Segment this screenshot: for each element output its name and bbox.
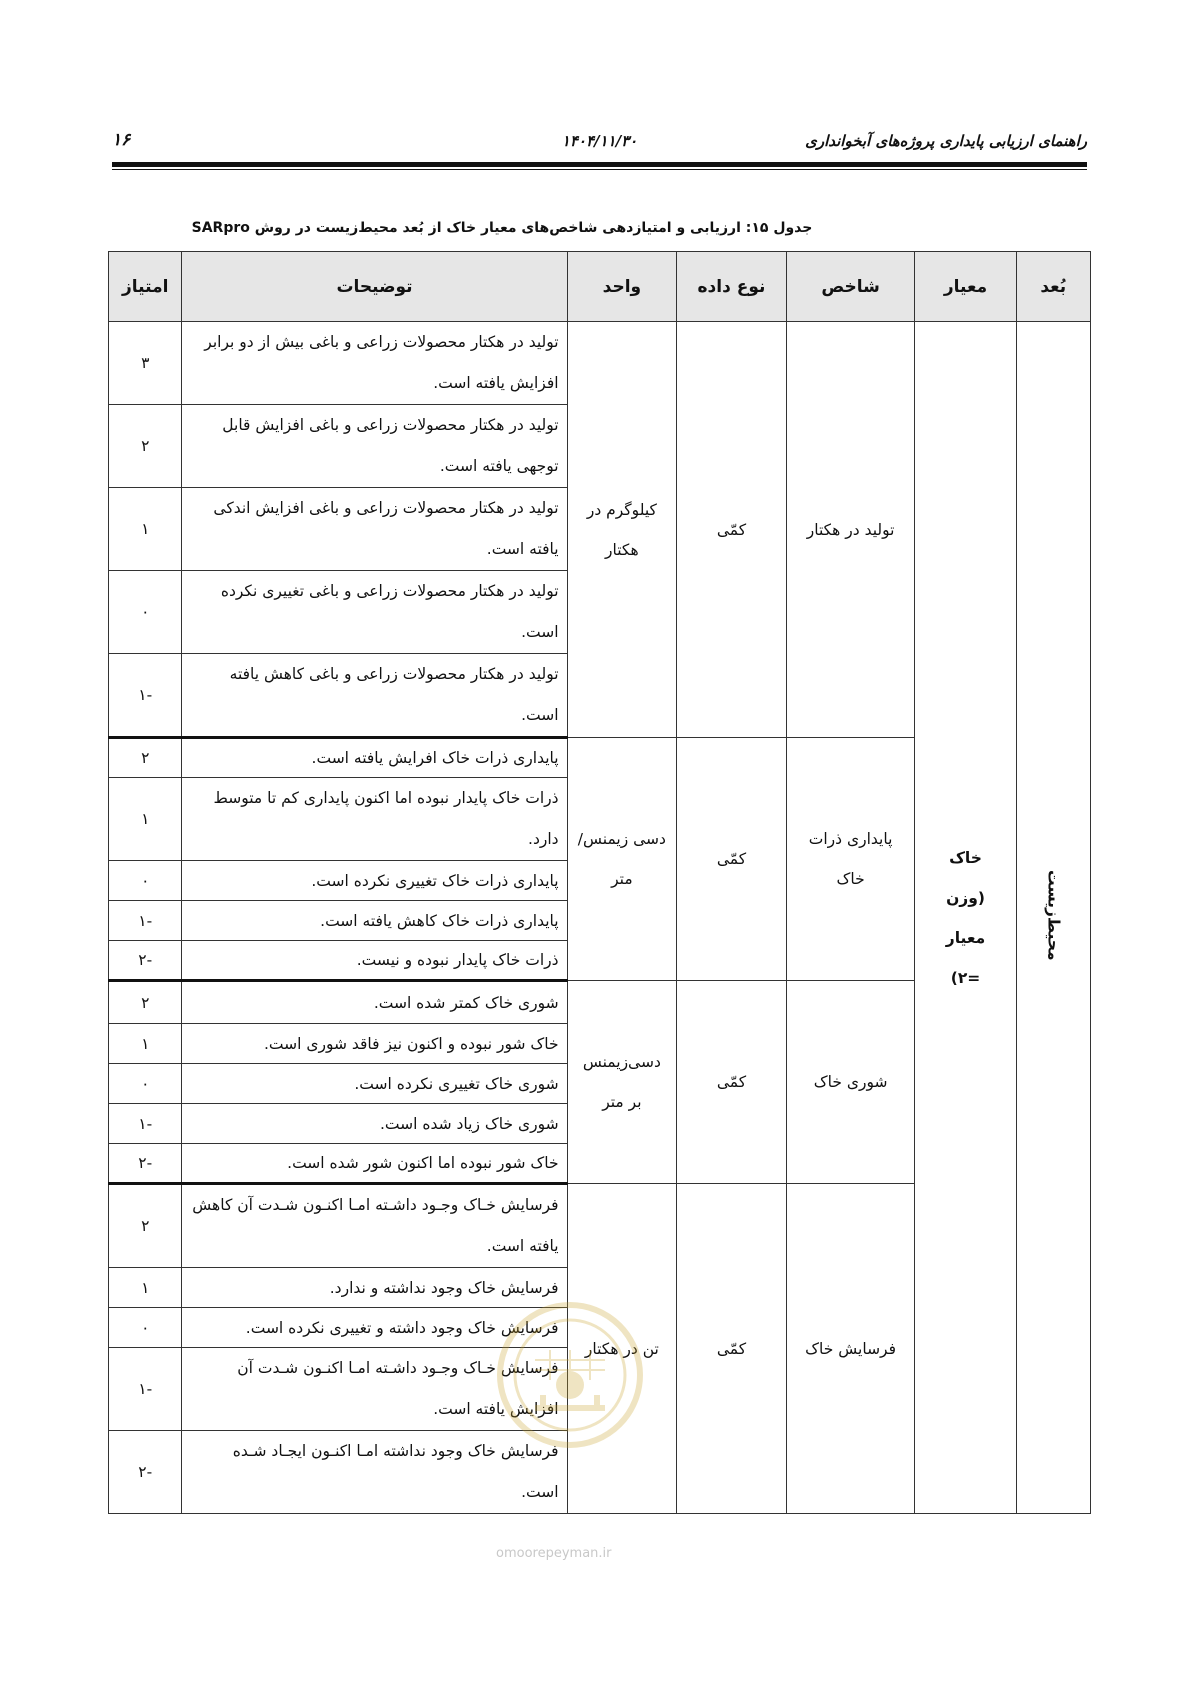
score-cell: ۲: [109, 405, 182, 488]
score-cell: ۲: [109, 738, 182, 778]
indicator-cell: پایداری ذرات خاک: [786, 738, 915, 981]
description-cell: خاک شور نبوده و اکنون نیز فاقد شوری است.: [182, 1024, 567, 1064]
score-cell: -۲: [109, 1431, 182, 1514]
dimension-cell: [1016, 322, 1090, 1514]
criterion-cell: [915, 322, 1016, 1514]
score-cell: ۰: [109, 1064, 182, 1104]
description-cell: پایداری ذرات خاک تغییری نکرده است.: [182, 861, 567, 901]
description-cell: تولید در هکتار محصولات زراعی و باغی افزایش اندکی یافته است.: [182, 488, 567, 571]
score-cell: ۱: [109, 1268, 182, 1308]
score-cell: -۲: [109, 941, 182, 981]
score-cell: ۱: [109, 778, 182, 861]
header-criterion: معیار: [915, 252, 1016, 322]
indicator-cell: تولید در هکتار: [786, 322, 915, 738]
document-title: راهنمای ارزیابی پایداری پروژه‌های آبخوانداری: [805, 132, 1087, 150]
data-type-cell: کمّی: [677, 322, 787, 738]
description-cell: فرسایش خـاک وجـود داشـته امـا اکنـون شـدت آن کاهش یافته است.: [182, 1184, 567, 1268]
score-cell: ۰: [109, 861, 182, 901]
description-cell: فرسایش خاک وجود داشته و تغییری نکرده است.: [182, 1308, 567, 1348]
description-cell: شوری خاک کمتر شده است.: [182, 981, 567, 1024]
header-description: توضیحات: [182, 252, 567, 322]
header-date: ۱۴۰۴/۱۱/۳۰: [561, 132, 638, 150]
watermark-site-text: omoorepeyman.ir: [496, 1546, 612, 1561]
unit-cell: دسی زیمنس/ متر: [567, 738, 677, 981]
scoring-table: [108, 251, 1091, 1514]
criterion-weight-1: (وزن: [946, 888, 985, 907]
description-cell: فرسایش خـاک وجـود داشـته امـا اکنـون شـدت آن افزایش یافته است.: [182, 1348, 567, 1431]
data-type-cell: کمّی: [677, 1184, 787, 1514]
header-rule: [112, 162, 1087, 170]
header-data-type: نوع داده: [677, 252, 787, 322]
header-indicator: شاخص: [786, 252, 915, 322]
description-cell: پایداری ذرات خاک کاهش یافته است.: [182, 901, 567, 941]
indicator-cell: فرسایش خاک: [786, 1184, 915, 1514]
table-caption: جدول ۱۵: ارزیابی و امتیازدهی شاخص‌های معیار خاک از بُعد محیط‌زیست در روش SARpro: [191, 220, 813, 236]
score-cell: ۲: [109, 1184, 182, 1268]
criterion-name: خاک: [949, 848, 982, 867]
data-type-cell: کمّی: [677, 738, 787, 981]
indicator-cell: شوری خاک: [786, 981, 915, 1184]
score-cell: -۱: [109, 654, 182, 738]
score-cell: -۱: [109, 901, 182, 941]
dimension-label: محیط‌زیست: [1044, 870, 1063, 961]
score-cell: ۰: [109, 571, 182, 654]
score-cell: -۱: [109, 1348, 182, 1431]
page-number: ۱۶: [112, 130, 131, 150]
criterion-weight-3: =۲): [950, 968, 981, 987]
table-row: [109, 322, 1091, 405]
description-cell: ذرات خاک پایدار نبوده و نیست.: [182, 941, 567, 981]
description-cell: شوری خاک زیاد شده است.: [182, 1104, 567, 1144]
description-cell: تولید در هکتار محصولات زراعی و باغی کاهش یافته است.: [182, 654, 567, 738]
header-dimension: بُعد: [1016, 252, 1090, 322]
description-cell: فرسایش خاک وجود نداشته امـا اکنـون ایجـاد شـده است.: [182, 1431, 567, 1514]
score-cell: ۰: [109, 1308, 182, 1348]
criterion-weight-2: معیار: [945, 928, 986, 947]
data-type-cell: کمّی: [677, 981, 787, 1184]
description-cell: خاک شور نبوده اما اکنون شور شده است.: [182, 1144, 567, 1184]
page-header: [112, 128, 1087, 158]
score-cell: ۲: [109, 981, 182, 1024]
score-cell: -۱: [109, 1104, 182, 1144]
description-cell: ذرات خاک پایدار نبوده اما اکنون پایداری کم تا متوسط دارد.: [182, 778, 567, 861]
description-cell: تولید در هکتار محصولات زراعی و باغی افزایش قابل توجهی یافته است.: [182, 405, 567, 488]
description-cell: تولید در هکتار محصولات زراعی و باغی بیش از دو برابر افزایش یافته است.: [182, 322, 567, 405]
description-cell: تولید در هکتار محصولات زراعی و باغی تغییری نکرده است.: [182, 571, 567, 654]
score-cell: ۱: [109, 1024, 182, 1064]
score-cell: ۳: [109, 322, 182, 405]
description-cell: شوری خاک تغییری نکرده است.: [182, 1064, 567, 1104]
description-cell: پایداری ذرات خاک افرایش یافته است.: [182, 738, 567, 778]
unit-cell: تن در هکتار: [567, 1184, 677, 1514]
score-cell: -۲: [109, 1144, 182, 1184]
header-unit: واحد: [567, 252, 677, 322]
unit-cell: دسی‌زیمنس بر متر: [567, 981, 677, 1184]
score-cell: ۱: [109, 488, 182, 571]
description-cell: فرسایش خاک وجود نداشته و ندارد.: [182, 1268, 567, 1308]
unit-cell: کیلوگرم در هکتار: [567, 322, 677, 738]
table-header-row: [109, 252, 1091, 322]
header-score: امتیاز: [109, 252, 182, 322]
